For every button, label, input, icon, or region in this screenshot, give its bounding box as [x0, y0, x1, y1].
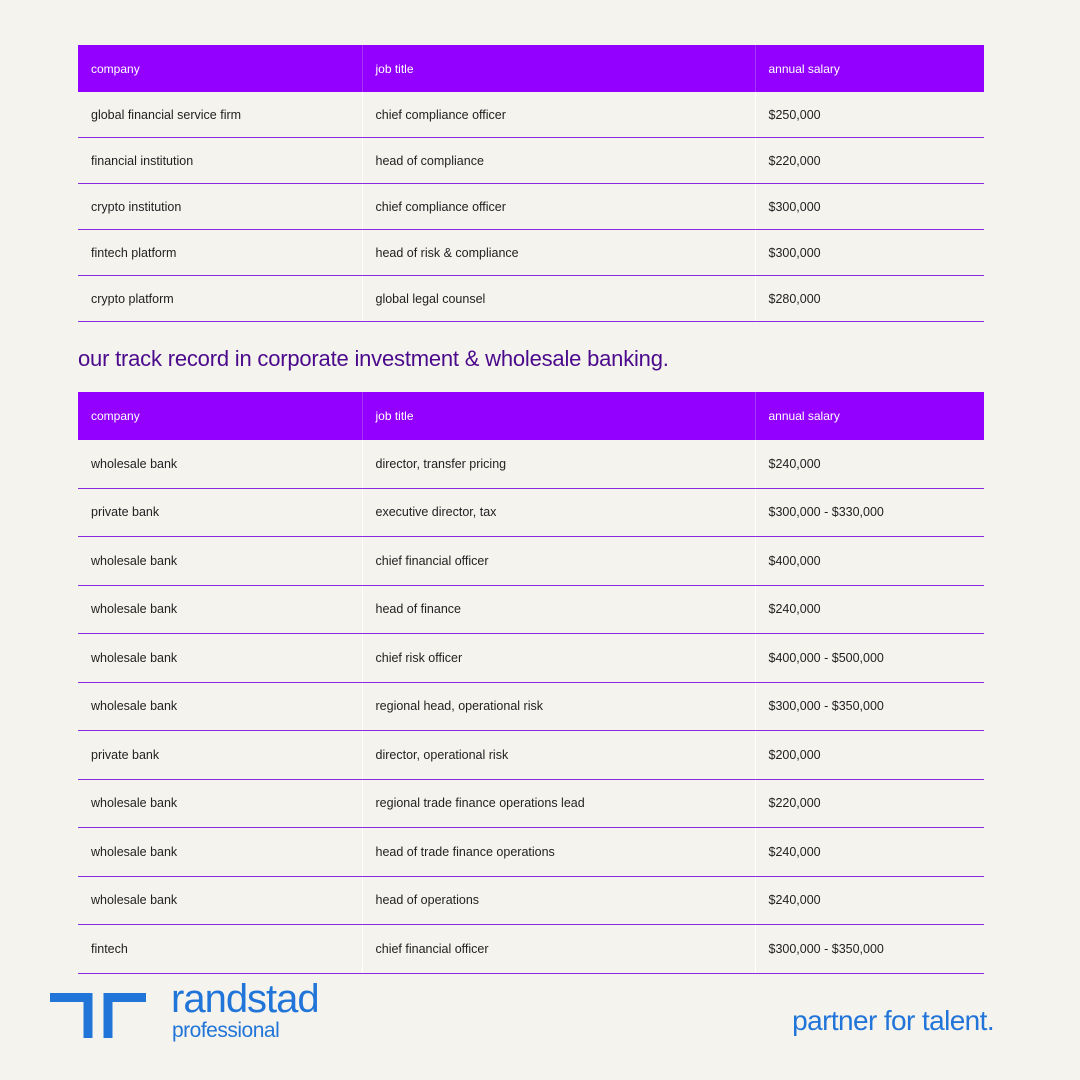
brand-name: randstad [171, 977, 319, 1021]
company-cell: wholesale bank [78, 585, 362, 634]
column-header-annual-salary: annual salary [755, 45, 984, 92]
job-title-cell: head of trade finance operations [362, 828, 755, 877]
table-row [78, 925, 984, 974]
company-cell: crypto institution [78, 184, 362, 230]
table-row [78, 731, 984, 780]
company-cell: crypto platform [78, 276, 362, 322]
randstad-logo-icon [50, 993, 146, 1039]
table-row [78, 585, 984, 634]
job-title-cell: director, operational risk [362, 731, 755, 780]
salary-cell: $240,000 [755, 585, 984, 634]
company-cell: financial institution [78, 138, 362, 184]
job-title-cell: chief financial officer [362, 537, 755, 586]
job-title-cell: regional head, operational risk [362, 682, 755, 731]
salary-cell: $300,000 - $350,000 [755, 682, 984, 731]
table-row [78, 230, 984, 276]
salary-cell: $200,000 [755, 731, 984, 780]
salary-cell: $300,000 - $350,000 [755, 925, 984, 974]
table-row [78, 276, 984, 322]
table-row [78, 682, 984, 731]
salary-cell: $250,000 [755, 92, 984, 138]
job-title-cell: head of finance [362, 585, 755, 634]
company-cell: wholesale bank [78, 779, 362, 828]
job-title-cell: regional trade finance operations lead [362, 779, 755, 828]
company-cell: fintech [78, 925, 362, 974]
salary-cell: $220,000 [755, 779, 984, 828]
tagline: partner for talent. [792, 1005, 994, 1036]
table-header-row [78, 45, 984, 92]
table-row [78, 634, 984, 683]
company-cell: private bank [78, 488, 362, 537]
column-header-job-title: job title [362, 392, 755, 440]
salary-cell: $400,000 [755, 537, 984, 586]
salary-cell: $300,000 - $330,000 [755, 488, 984, 537]
table-row [78, 440, 984, 488]
table-row [78, 537, 984, 586]
salary-cell: $240,000 [755, 828, 984, 877]
salary-cell: $300,000 [755, 184, 984, 230]
salary-cell: $220,000 [755, 138, 984, 184]
job-title-cell: chief risk officer [362, 634, 755, 683]
salary-cell: $240,000 [755, 876, 984, 925]
job-title-cell: chief financial officer [362, 925, 755, 974]
brand-subtitle: professional [172, 1019, 280, 1042]
company-cell: wholesale bank [78, 634, 362, 683]
salary-cell: $280,000 [755, 276, 984, 322]
job-title-cell: chief compliance officer [362, 184, 755, 230]
column-header-job-title: job title [362, 45, 755, 92]
table-row [78, 779, 984, 828]
salary-cell: $400,000 - $500,000 [755, 634, 984, 683]
company-cell: wholesale bank [78, 828, 362, 877]
table-row [78, 184, 984, 230]
table-row [78, 876, 984, 925]
section-title: our track record in corporate investment & wholesale banking. [78, 346, 669, 371]
job-title-cell: head of operations [362, 876, 755, 925]
company-cell: global financial service firm [78, 92, 362, 138]
job-title-cell: head of compliance [362, 138, 755, 184]
company-cell: private bank [78, 731, 362, 780]
banking-salary-table [78, 392, 984, 974]
company-cell: wholesale bank [78, 440, 362, 488]
table-row [78, 488, 984, 537]
table-header-row [78, 392, 984, 440]
job-title-cell: director, transfer pricing [362, 440, 755, 488]
company-cell: wholesale bank [78, 876, 362, 925]
table-row [78, 138, 984, 184]
company-cell: wholesale bank [78, 682, 362, 731]
compliance-salary-table [78, 45, 984, 322]
company-cell: wholesale bank [78, 537, 362, 586]
company-cell: fintech platform [78, 230, 362, 276]
table-row [78, 92, 984, 138]
column-header-company: company [78, 392, 362, 440]
column-header-annual-salary: annual salary [755, 392, 984, 440]
job-title-cell: global legal counsel [362, 276, 755, 322]
job-title-cell: chief compliance officer [362, 92, 755, 138]
job-title-cell: head of risk & compliance [362, 230, 755, 276]
column-header-company: company [78, 45, 362, 92]
salary-cell: $300,000 [755, 230, 984, 276]
salary-cell: $240,000 [755, 440, 984, 488]
job-title-cell: executive director, tax [362, 488, 755, 537]
table-row [78, 828, 984, 877]
